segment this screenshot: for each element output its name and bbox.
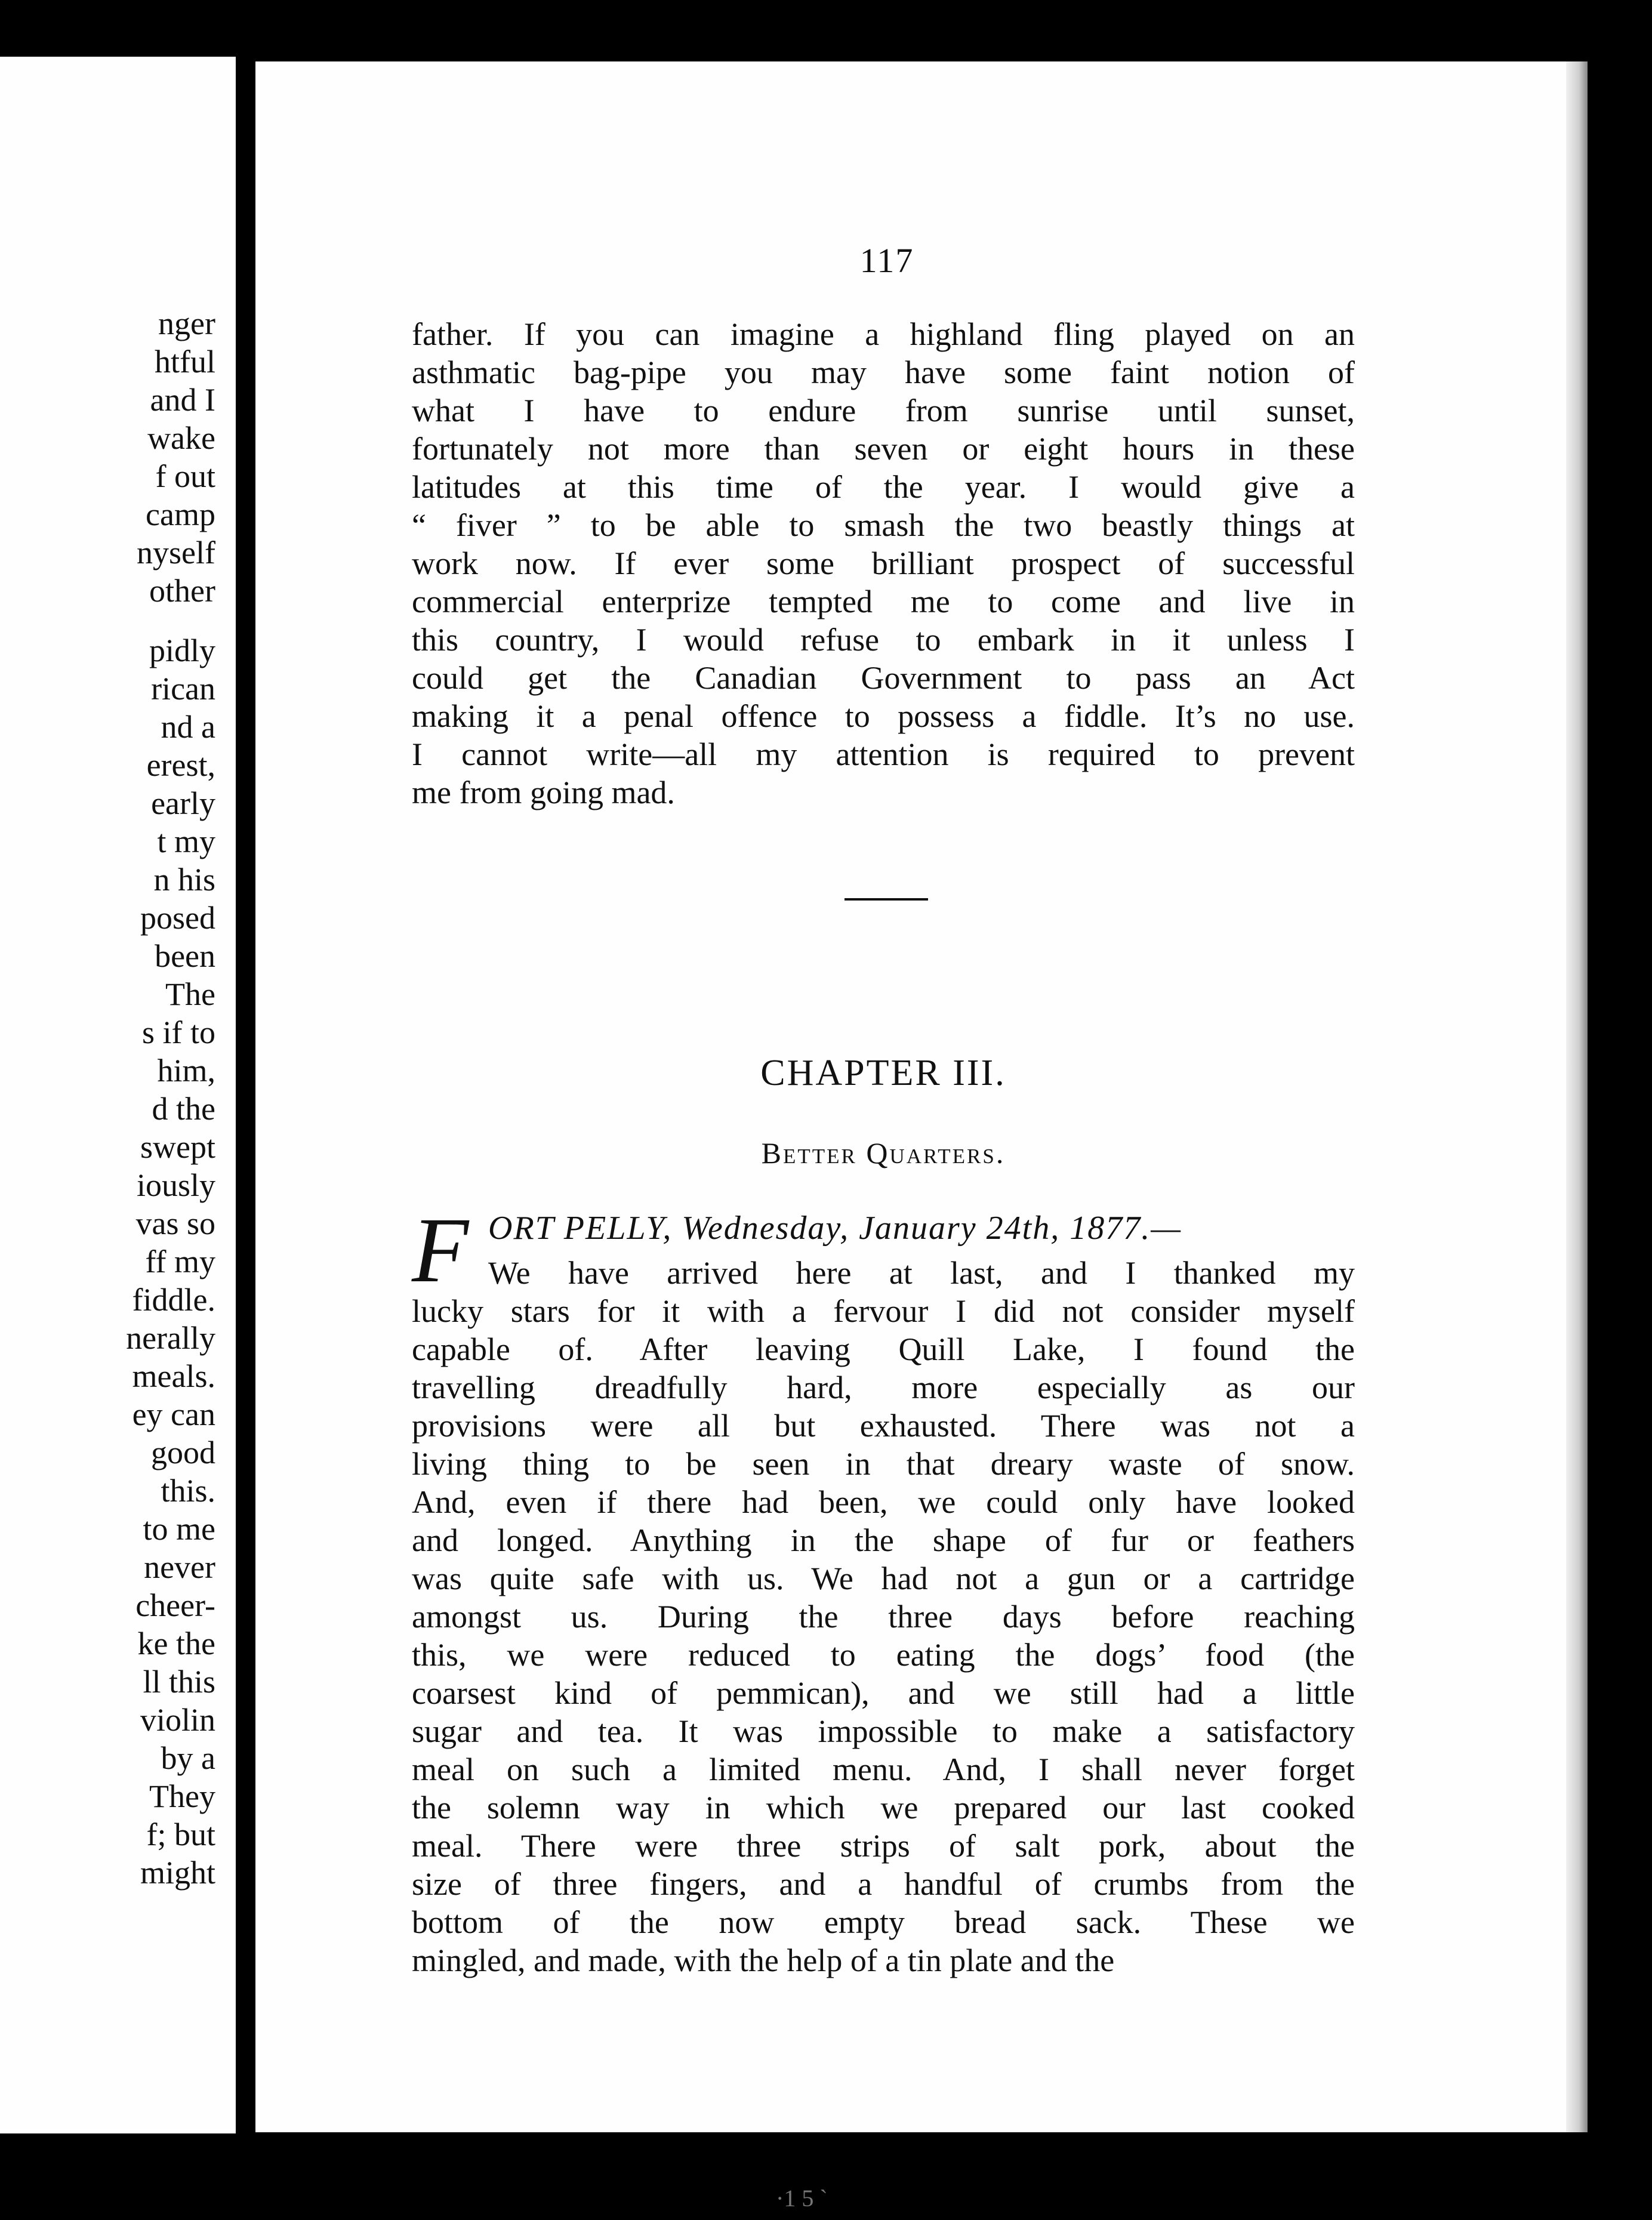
text-line: And, even if there had been, we could only have looked (412, 1484, 1355, 1520)
dateline-text: ORT PELLY, Wednesday, January 24th, 1877.— (488, 1210, 1182, 1247)
chapter-subtitle: Better Quarters. (761, 1136, 1006, 1170)
left-page-line: fiddle. (132, 1282, 215, 1318)
left-page-line: been (155, 938, 215, 974)
text-line: capable of. After leaving Quill Lake, I found the (412, 1331, 1355, 1367)
left-page-line: pidly (149, 633, 215, 668)
text-line: I cannot write—all my attention is required to prevent (412, 736, 1355, 772)
left-page-line: this. (161, 1473, 215, 1509)
text-line: making it a penal offence to possess a fiddle. It’s no use. (412, 698, 1355, 734)
text-line: amongst us. During the three days before reaching (412, 1599, 1355, 1635)
left-page-line: and I (150, 382, 215, 418)
left-page-line: posed (140, 900, 215, 936)
left-page-line: violin (140, 1702, 215, 1738)
left-page-line: t my (157, 824, 215, 859)
text-line: provisions were all but exhausted. There was not a (412, 1408, 1355, 1444)
scan-bottom-mark: ·1 5 ` (776, 2185, 828, 2212)
dateline (412, 1207, 1355, 1249)
text-line: asthmatic bag-pipe you may have some faint notion of (412, 354, 1355, 390)
left-facing-page (0, 57, 236, 2133)
page-number: 117 (859, 241, 914, 280)
left-page-line: nger (158, 306, 215, 341)
text-line: bottom of the now empty bread sack. These we (412, 1904, 1355, 1940)
left-page-line: other (149, 573, 215, 609)
left-page-line: The (165, 976, 215, 1012)
text-line: work now. If ever some brilliant prospect of successful (412, 545, 1355, 581)
chapter-opening-paragraph (412, 1254, 1355, 1980)
left-page-line: nerally (126, 1320, 215, 1356)
text-line: commercial enterprize tempted me to come and live in (412, 584, 1355, 619)
section-divider-rule (845, 898, 928, 901)
text-line: travelling dreadfully hard, more especially as our (412, 1370, 1355, 1405)
left-page-line: swept (140, 1129, 215, 1165)
left-page-line: erest, (146, 747, 215, 783)
left-page-line: htful (155, 344, 215, 380)
text-line: father. If you can imagine a highland fling played on an (412, 316, 1355, 352)
left-page-line: d the (152, 1091, 215, 1127)
text-line: and longed. Anything in the shape of fur or feathers (412, 1522, 1355, 1558)
text-line: lucky stars for it with a fervour I did not consider myself (412, 1293, 1355, 1329)
text-line: mingled, and made, with the help of a tin plate and the (412, 1942, 1115, 1978)
text-line: latitudes at this time of the year. I would give a (412, 469, 1355, 505)
text-line: size of three fingers, and a handful of crumbs from the (412, 1866, 1355, 1902)
left-page-line: f out (155, 458, 215, 494)
text-line: meal. There were three strips of salt pork, about the (412, 1828, 1355, 1864)
text-line: fortunately not more than seven or eight hours in these (412, 431, 1355, 467)
text-line: what I have to endure from sunrise until sunset, (412, 393, 1355, 428)
left-page-line: ff my (145, 1244, 215, 1279)
left-page-line: him, (157, 1053, 215, 1089)
text-line: “ fiver ” to be able to smash the two beastly things at (412, 507, 1355, 543)
left-page-line: They (149, 1778, 215, 1814)
left-page-line: ke the (137, 1626, 215, 1661)
left-page-line: camp (146, 497, 215, 532)
left-page-line: wake (147, 420, 215, 456)
text-line: We have arrived here at last, and I thanked my (488, 1255, 1355, 1291)
text-line: living thing to be seen in that dreary waste of snow. (412, 1446, 1355, 1482)
text-line: coarsest kind of pemmican), and we still had a little (412, 1675, 1355, 1711)
drop-cap: F (412, 1198, 469, 1302)
left-page-line: ey can (132, 1396, 215, 1432)
left-page-line: good (151, 1435, 215, 1470)
left-page-line: cheer- (135, 1587, 215, 1623)
left-page-line: rican (151, 671, 215, 707)
text-line: me from going mad. (412, 775, 675, 810)
paragraph-continuation (412, 315, 1355, 812)
text-line: this country, I would refuse to embark in it unless I (412, 622, 1355, 658)
left-page-text (0, 304, 215, 1892)
left-page-line: iously (136, 1167, 215, 1203)
left-page-line: nd a (161, 709, 215, 745)
left-page-line: might (140, 1855, 215, 1891)
left-page-line: s if to (141, 1015, 215, 1050)
text-line: the solemn way in which we prepared our last cooked (412, 1790, 1355, 1826)
text-line: could get the Canadian Government to pass an Act (412, 660, 1355, 696)
left-page-line: nyself (137, 535, 215, 571)
book-page (255, 61, 1585, 2132)
left-page-line: by a (161, 1740, 215, 1776)
text-line: meal on such a limited menu. And, I shall never forget (412, 1752, 1355, 1787)
left-page-line: early (151, 785, 215, 821)
left-page-line: ll this (143, 1664, 215, 1700)
text-line: was quite safe with us. We had not a gun or a cartridge (412, 1561, 1355, 1596)
left-page-line: n his (153, 862, 215, 898)
left-page-line: never (144, 1549, 215, 1585)
left-page-line: f; but (146, 1817, 215, 1852)
left-page-line: to me (143, 1511, 215, 1547)
text-line: this, we were reduced to eating the dogs’ food (the (412, 1637, 1355, 1673)
paragraph-gap (0, 610, 215, 631)
left-page-line: vas so (135, 1205, 215, 1241)
left-page-line: meals. (132, 1358, 215, 1394)
chapter-heading: CHAPTER III. (760, 1053, 1006, 1093)
text-line: sugar and tea. It was impossible to make a satisfactory (412, 1713, 1355, 1749)
